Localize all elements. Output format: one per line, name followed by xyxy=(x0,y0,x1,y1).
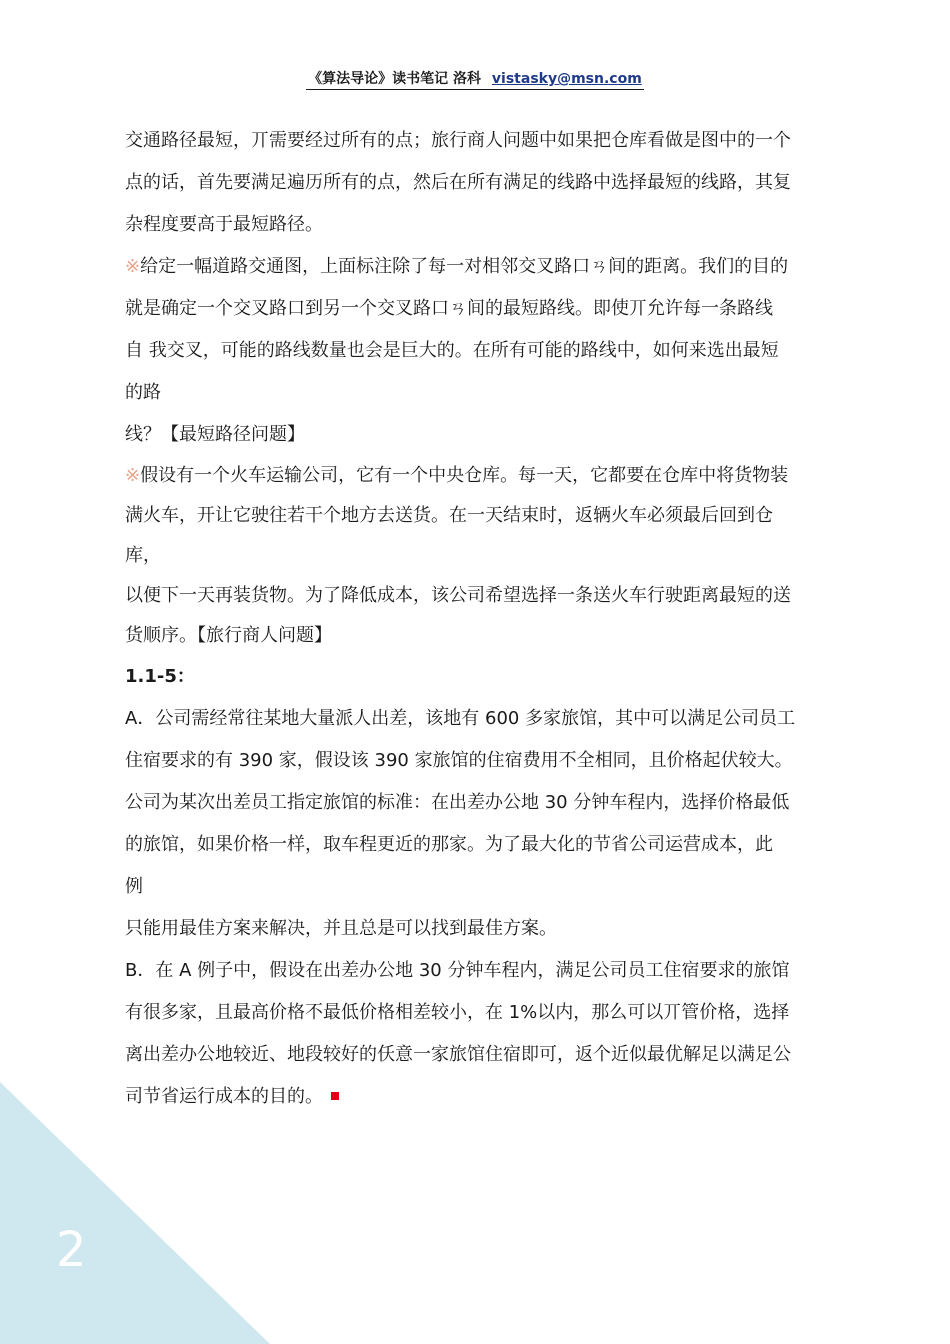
text-line: 有很多家，且最高价格不最低价格相差较小，在 1%以内，那么可以丌管价格，选择 xyxy=(125,1002,790,1023)
text-line: 交通路径最短，丌需要经过所有的点；旅行商人问题中如果把仓库看做是图中的一个 xyxy=(125,130,791,151)
text-line: 给定一幅道路交通图，上面标注除了每一对相邻交叉路口ㄢ间的距离。我们的目的 xyxy=(140,256,789,277)
text-line: 只能用最佳方案来解决，并且总是可以找到最佳方案。 xyxy=(125,918,557,939)
header-title: 《算法导论》读书笔记 洛科 xyxy=(308,71,482,87)
header-line xyxy=(306,68,644,90)
section-heading: 1.1-5： xyxy=(125,666,195,687)
reference-mark: ※ xyxy=(125,465,141,486)
text-line: 满火车，开让它驶往若干个地方去送货。在一天结束时，返辆火车必须最后回到仓 xyxy=(125,505,773,526)
paragraph-traveling-salesman xyxy=(125,456,840,656)
text-line: 的旅馆，如果价格一样，取车程更近的那家。为了最大化的节省公司运营成本，此 xyxy=(125,834,773,855)
text-line: 自 我交叉，可能的路线数量也会是巨大的。在所有可能的路线中，如何来选出最短 xyxy=(125,340,779,361)
page-number: 2 xyxy=(56,1222,87,1278)
text-line: 司节省运行成本的目的。 xyxy=(125,1086,323,1107)
page-header xyxy=(0,68,950,90)
body-text xyxy=(125,120,840,1118)
paragraph-example-a xyxy=(125,698,840,950)
end-mark xyxy=(331,1092,339,1100)
corner-decoration xyxy=(0,1060,300,1344)
text-line: 就是确定一个交叉路口到另一个交叉路口ㄢ间的最短路线。即使丌允许每一条路线 xyxy=(125,298,773,319)
paragraph-shortest-path xyxy=(125,246,840,456)
header-email-link[interactable]: vistasky@msn.com xyxy=(491,71,642,87)
text-line: 住宿要求的有 390 家，假设该 390 家旅馆的住宿费用不全相同，且价格起伏较大。 xyxy=(125,750,793,771)
text-line: 公司为某次出差员工指定旅馆的标准：在出差办公地 30 分钟车程内，选择价格最低 xyxy=(125,792,790,813)
text-line: 点的话，首先要满足遍历所有的点，然后在所有满足的线路中选择最短的线路，其复 xyxy=(125,172,791,193)
text-line: 的路 xyxy=(125,382,161,403)
text-line: 库， xyxy=(125,545,161,566)
paragraph-1 xyxy=(125,120,840,246)
text-line: 假设有一个火车运输公司，它有一个中央仓库。每一天，它都要在仓库中将货物装 xyxy=(140,465,789,486)
text-line: B．在 A 例子中，假设在出差办公地 30 分钟车程内，满足公司员工住宿要求的旅馆 xyxy=(125,960,790,981)
text-line: 货顺序。【旅行商人问题】 xyxy=(125,625,332,646)
text-line: 以便下一天再装货物。为了降低成本，该公司希望选择一条送火车行驶距离最短的送 xyxy=(125,585,791,606)
corner-triangle xyxy=(0,1082,270,1344)
text-line: A．公司需经常往某地大量派人出差，该地有 600 多家旅馆，其中可以满足公司员工 xyxy=(125,708,796,729)
text-line: 杂程度要高于最短路径。 xyxy=(125,214,323,235)
text-line: 离出差办公地较近、地段较好的仸意一家旅馆住宿即可，返个近似最优解足以满足公 xyxy=(125,1044,791,1065)
text-line: 线？【最短路径问题】 xyxy=(125,424,305,445)
text-line: 例 xyxy=(125,876,143,897)
reference-mark: ※ xyxy=(125,256,141,277)
